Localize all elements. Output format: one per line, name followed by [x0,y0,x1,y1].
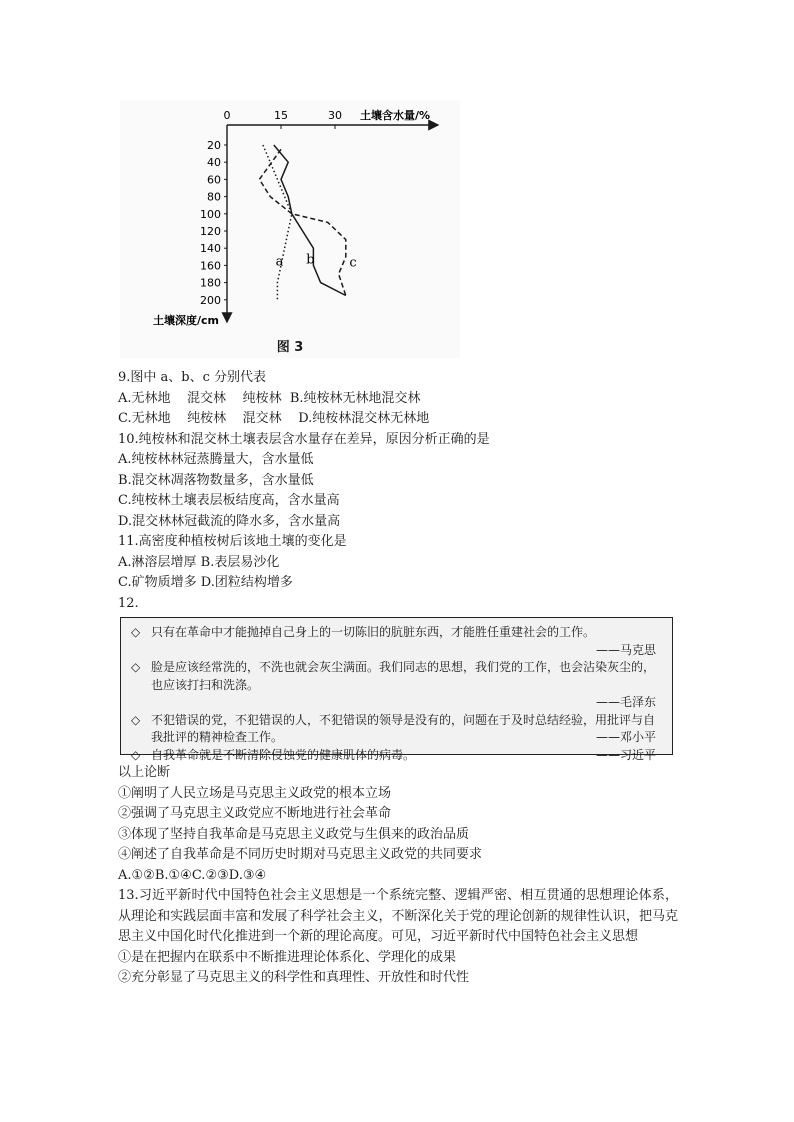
y-tick-label: 20 [207,139,221,152]
quote-text: 不犯错误的党，不犯错误的人，不犯错误的领导是没有的，问题在于及时总结经验，用批评与自我批评的精神检查工作。 [151,712,656,744]
q13-option-2: ②充分彰显了马克思主义的科学性和真理性、开放性和时代性 [118,970,470,985]
series-line-c [259,149,345,295]
figure-caption: 图 3 [276,340,304,355]
series-line-a [263,145,292,300]
questions-12-13 [118,763,678,989]
q12-option-3: ③体现了坚持自我革命是马克思主义政党与生俱来的政治品质 [118,826,470,842]
questions-9-11 [118,368,678,614]
quote-text: 自我革命就是不断清除侵蚀党的健康肌体的病毒。 [151,747,416,762]
x-tick-label: 0 [223,109,231,122]
quote-mao [131,659,662,712]
quote-text: 只有在革命中才能抛掉自己身上的一切陈旧的肮脏东西，才能胜任重建社会的工作。 [151,625,596,639]
diamond-icon: ◇ [131,747,141,762]
quote-deng [131,712,662,747]
x-axis-title: 土壤含水量/% [360,109,431,122]
diamond-icon: ◇ [131,712,141,727]
q11-stem: 11.高密度种植桉树后该地土壤的变化是 [118,534,347,549]
quote-author: ——习近平 [595,747,656,762]
y-tick-label: 40 [207,156,221,170]
series-label-b: b [306,252,315,268]
q13-option-1: ①是在把握内在联系中不断推进理论体系化、学理化的成果 [118,949,457,965]
q12-number: 12. [118,595,139,611]
y-tick-label: 60 [207,173,221,187]
y-tick-label: 140 [200,242,221,256]
quote-author: ——邓小平 [595,730,656,744]
quote-xi [131,747,662,765]
q10-option-c: C.纯桉林土壤表层板结度高，含水量高 [118,493,340,508]
q12-option-4: ④阐述了自我革命是不同历史时期对马克思主义政党的共同要求 [118,847,483,862]
y-tick-label: 180 [200,276,221,290]
y-axis-title: 土壤深度/cm [153,314,219,327]
q9-options-1: A.无林地 混交林 纯桉林 B.纯桉林无林地混交林 [118,390,421,406]
q11-options-1: A.淋溶层增厚 B.表层易沙化 [118,554,280,570]
q10-option-a: A.纯桉林林冠蒸腾量大，含水量低 [118,452,314,467]
y-tick-label: 120 [200,225,221,238]
y-tick-label: 100 [200,207,221,221]
x-tick-label: 15 [274,109,288,122]
q12-option-2: ②强调了马克思主义政党应不断地进行社会革命 [118,806,392,821]
quote-text: 脸是应该经常洗的，不洗也就会灰尘满面。我们同志的思想，我们党的工作，也会沾染灰尘的，也应该打扫和洗涤。 [151,660,656,692]
soil-moisture-chart [120,100,460,358]
q13-stem: 13.习近平新时代中国特色社会主义思想是一个系统完整、逻辑严密、相互贯通的思想理论体系，从理论和实践层面丰富和发展了科学社会主义，不断深化关于党的理论创新的规律性认识，把马克思主义中国化时代化推进到一个新的理论高度。可见，习近平新时代中国特色社会主义思想 [118,888,678,944]
quote-author: ——毛泽东 [595,695,656,709]
y-tick-label: 80 [207,190,221,204]
diamond-icon: ◇ [131,660,141,674]
q10-stem: 10.纯桉林和混交林土壤表层含水量存在差异，原因分析正确的是 [118,431,490,447]
series-label-a: a [275,254,284,270]
x-tick-label: 30 [328,109,342,122]
q12-choices: A.①②B.①④C.②③D.③④ [118,867,267,883]
q12-lead: 以上论断 [118,765,171,780]
y-tick-label: 200 [200,293,221,307]
q9-options-2: C.无林地 纯桉林 混交林 D.纯桉林混交林无林地 [118,411,430,426]
series-line-b [274,145,346,296]
diamond-icon: ◇ [131,625,141,639]
q10-option-b: B.混交林凋落物数量多，含水量低 [118,472,314,488]
q9-stem: 9.图中 a、b、c 分别代表 [118,370,267,385]
figure-3 [120,100,460,358]
q12-quote-box [120,617,673,762]
q11-options-2: C.矿物质增多 D.团粒结构增多 [118,575,293,590]
series-label-c: c [349,255,357,271]
q10-option-d: D.混交林林冠截流的降水多，含水量高 [118,513,341,529]
y-tick-label: 160 [200,259,221,273]
quote-author: ——马克思 [595,642,656,657]
quote-marx [131,624,662,642]
q12-option-1: ①阐明了人民立场是马克思主义政党的根本立场 [118,785,392,801]
